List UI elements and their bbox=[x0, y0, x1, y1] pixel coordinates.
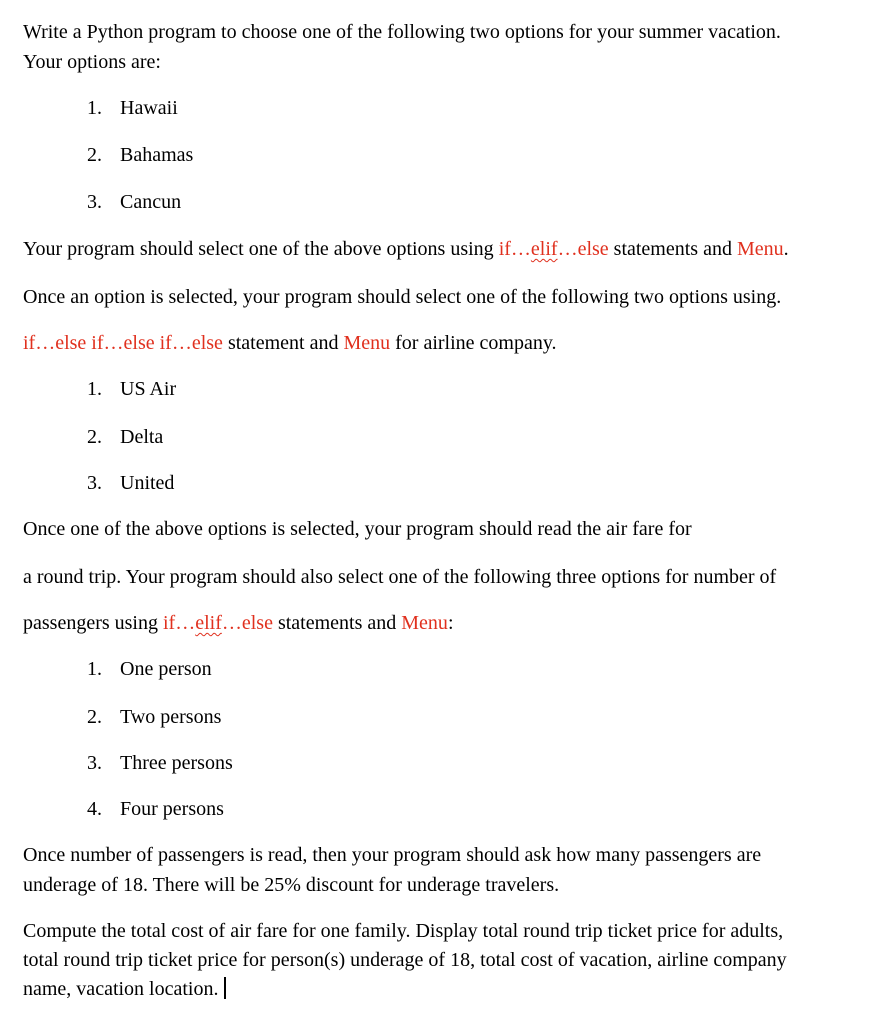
code-keyword: if… bbox=[498, 238, 531, 260]
spellcheck-word[interactable]: elif bbox=[530, 238, 558, 260]
select-paragraph bbox=[23, 237, 789, 261]
list-number: 1. bbox=[87, 378, 102, 400]
compute-line-1: Compute the total cost of air fare for one family. Display total round trip ticket price for adults, bbox=[23, 920, 784, 942]
text-run: statements and bbox=[608, 238, 737, 260]
list-item bbox=[87, 96, 178, 120]
list-label: US Air bbox=[120, 378, 177, 400]
list-number: 1. bbox=[87, 97, 102, 119]
code-keyword: …else bbox=[557, 238, 609, 260]
fare-line-2: a round trip. Your program should also select one of the following three options for number of bbox=[23, 566, 777, 588]
list-label: Four persons bbox=[120, 798, 224, 820]
text-run: for airline company. bbox=[390, 332, 557, 354]
intro-line-1: Write a Python program to choose one of the following two options for your summer vacation. bbox=[23, 21, 781, 43]
list-item bbox=[87, 471, 174, 495]
list-item bbox=[87, 143, 193, 167]
text-run: Your program should select one of the above options using bbox=[23, 238, 499, 260]
compute-line-3 bbox=[23, 977, 226, 1001]
list-number: 2. bbox=[87, 706, 102, 728]
list-label: Cancun bbox=[120, 191, 182, 213]
list-label: Hawaii bbox=[120, 97, 178, 119]
option-line-2 bbox=[23, 331, 557, 355]
fare-line-3 bbox=[23, 611, 454, 635]
list-number: 1. bbox=[87, 658, 102, 680]
option-line-1: Once an option is selected, your program should select one of the following two options using. bbox=[23, 286, 782, 308]
text-run: statements and bbox=[272, 612, 402, 634]
text-run: name, vacation location. bbox=[23, 978, 219, 1000]
list-label: Bahamas bbox=[120, 144, 194, 166]
list-number: 4. bbox=[87, 798, 102, 820]
list-number: 2. bbox=[87, 426, 102, 448]
list-number: 3. bbox=[87, 472, 102, 494]
menu-keyword: Menu bbox=[401, 612, 448, 634]
text-run: statement and bbox=[222, 332, 344, 354]
text-cursor bbox=[224, 977, 226, 999]
list-number: 3. bbox=[87, 191, 102, 213]
list-number: 2. bbox=[87, 144, 102, 166]
menu-keyword: Menu bbox=[343, 332, 391, 354]
list-item bbox=[87, 377, 176, 401]
list-label: Two persons bbox=[120, 706, 222, 728]
list-item bbox=[87, 657, 212, 681]
list-label: Three persons bbox=[120, 752, 233, 774]
text-run: passengers using bbox=[23, 612, 163, 634]
list-label: One person bbox=[120, 658, 212, 680]
menu-keyword: Menu bbox=[736, 238, 784, 260]
list-item bbox=[87, 797, 224, 821]
code-keyword: if…else if…else if…else bbox=[23, 332, 223, 354]
code-keyword: if… bbox=[162, 612, 196, 634]
list-number: 3. bbox=[87, 752, 102, 774]
list-item bbox=[87, 425, 163, 449]
underage-line-1: Once number of passengers is read, then your program should ask how many passengers are bbox=[23, 844, 762, 866]
fare-line-1: Once one of the above options is selected, your program should read the air fare for bbox=[23, 518, 692, 540]
list-label: United bbox=[120, 472, 175, 494]
underage-line-2: underage of 18. There will be 25% discount for underage travelers. bbox=[23, 874, 560, 896]
spellcheck-word[interactable]: elif bbox=[195, 612, 222, 634]
compute-line-2: total round trip ticket price for person(s) underage of 18, total cost of vacation, airline company bbox=[23, 949, 787, 971]
text-run: : bbox=[447, 612, 454, 634]
list-item bbox=[87, 705, 221, 729]
list-label: Delta bbox=[120, 426, 164, 448]
intro-line-2: Your options are: bbox=[23, 51, 161, 73]
list-item bbox=[87, 751, 233, 775]
list-item bbox=[87, 190, 181, 214]
text-run: . bbox=[783, 238, 789, 260]
code-keyword: …else bbox=[221, 612, 273, 634]
